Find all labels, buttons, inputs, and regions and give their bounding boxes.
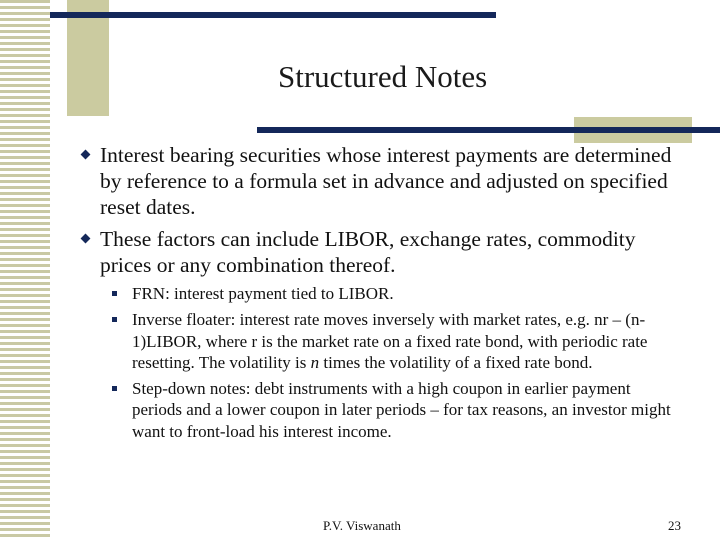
sub-bullet-item: [112, 283, 682, 304]
square-bullet-icon: [112, 317, 117, 322]
square-bullet-icon: [112, 291, 117, 296]
bullet-item: [80, 226, 680, 278]
bullet-item: [80, 142, 680, 220]
decorative-bar-right: [257, 127, 720, 133]
footer-author: P.V. Viswanath: [323, 518, 401, 533]
sub-bullet-item: [112, 309, 682, 373]
diamond-bullet-icon: [81, 234, 91, 244]
bullet-text: These factors can include LIBOR, exchange rates, commodity prices or any combination thereof.: [100, 227, 636, 277]
sub-bullet-item: [112, 378, 682, 442]
main-bullet-list: [80, 142, 680, 284]
square-bullet-icon: [112, 386, 117, 391]
sub-bullet-list: [112, 283, 682, 447]
slide-title: Structured Notes: [278, 59, 488, 94]
sub-bullet-text: Step-down notes: debt instruments with a high coupon in earlier payment periods and a lower coupon in later periods – for tax reasons, an investor might want to front-load his interest income.: [132, 379, 671, 441]
sub-bullet-text-before: Inverse floater: interest rate moves inversely with market rates, e.g. nr – (n-1)LIBOR, where r is the market rate on a fixed rate bond, with periodic rate resetting. The volatility is: [132, 310, 648, 372]
decorative-stripes: [0, 0, 50, 540]
page-number: 23: [668, 518, 681, 533]
bullet-text: Interest bearing securities whose interest payments are determined by reference to a formula set in advance and adjusted on specified reset dates.: [100, 143, 672, 219]
sub-bullet-emphasis: n: [310, 352, 320, 372]
diamond-bullet-icon: [81, 150, 91, 160]
sub-bullet-text: FRN: interest payment tied to LIBOR.: [132, 284, 394, 303]
decorative-bar-top: [50, 12, 496, 18]
sub-bullet-text-after: times the volatility of a fixed rate bond.: [319, 352, 593, 372]
